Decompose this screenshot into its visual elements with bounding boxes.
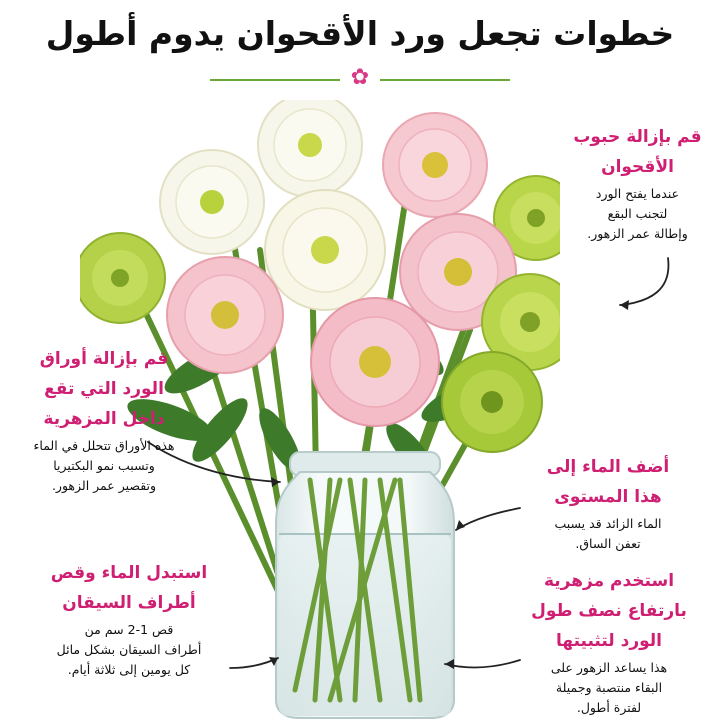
flower-pink (311, 298, 439, 426)
callout-body: قص 1-2 سم من أطراف السيقان بشكل مائل كل يومين إلى ثلاثة أيام. (56, 622, 202, 677)
flower-green (80, 233, 165, 323)
callout-change-water (36, 558, 222, 680)
divider-line-left (210, 79, 340, 81)
title-divider (0, 66, 720, 94)
callout-heading: استبدل الماء وقص أطراف السيقان (50, 563, 208, 613)
flower-icon: ✿ (350, 65, 370, 90)
callout-heading: قم بإزالة حبوب الأقحوان (573, 127, 702, 177)
callout-body: الماء الزائد قد يسبب تعفن الساق. (554, 516, 662, 551)
divider-line-right (380, 79, 510, 81)
flower-white (265, 190, 385, 310)
callout-heading: استخدم مزهرية بارتفاع نصف طول الورد لتثبيتها (531, 571, 687, 651)
flower-pink (167, 257, 283, 373)
flower-pink (383, 113, 487, 217)
callout-water-level (506, 452, 710, 554)
flower-white (258, 100, 362, 197)
callout-body: هذه الأوراق تتحلل في الماء وتسبب نمو البكتيريا وتقصير عمر الزهور. (33, 438, 175, 493)
glass-vase (276, 452, 454, 718)
arrow-to-pollen (620, 258, 668, 305)
callout-body: عندما يفتح الورد لتجنب البقع وإطالة عمر الزهور. (587, 186, 688, 241)
callout-remove-pollen (560, 122, 715, 244)
flower-white (160, 150, 264, 254)
callout-body: هذا يساعد الزهور على البقاء منتصبة وجميلة لفترة أطول. (550, 660, 668, 715)
callout-heading: أضف الماء إلى هذا المستوى (546, 457, 670, 507)
callout-remove-leaves (28, 344, 180, 496)
callout-heading: قم بإزالة أوراق الورد التي تقع داخل المزهرية (39, 349, 169, 429)
flower-green (442, 352, 542, 452)
callout-vase-height (506, 566, 712, 718)
page-title: خطوات تجعل ورد الأقحوان يدوم أطول (45, 14, 675, 53)
